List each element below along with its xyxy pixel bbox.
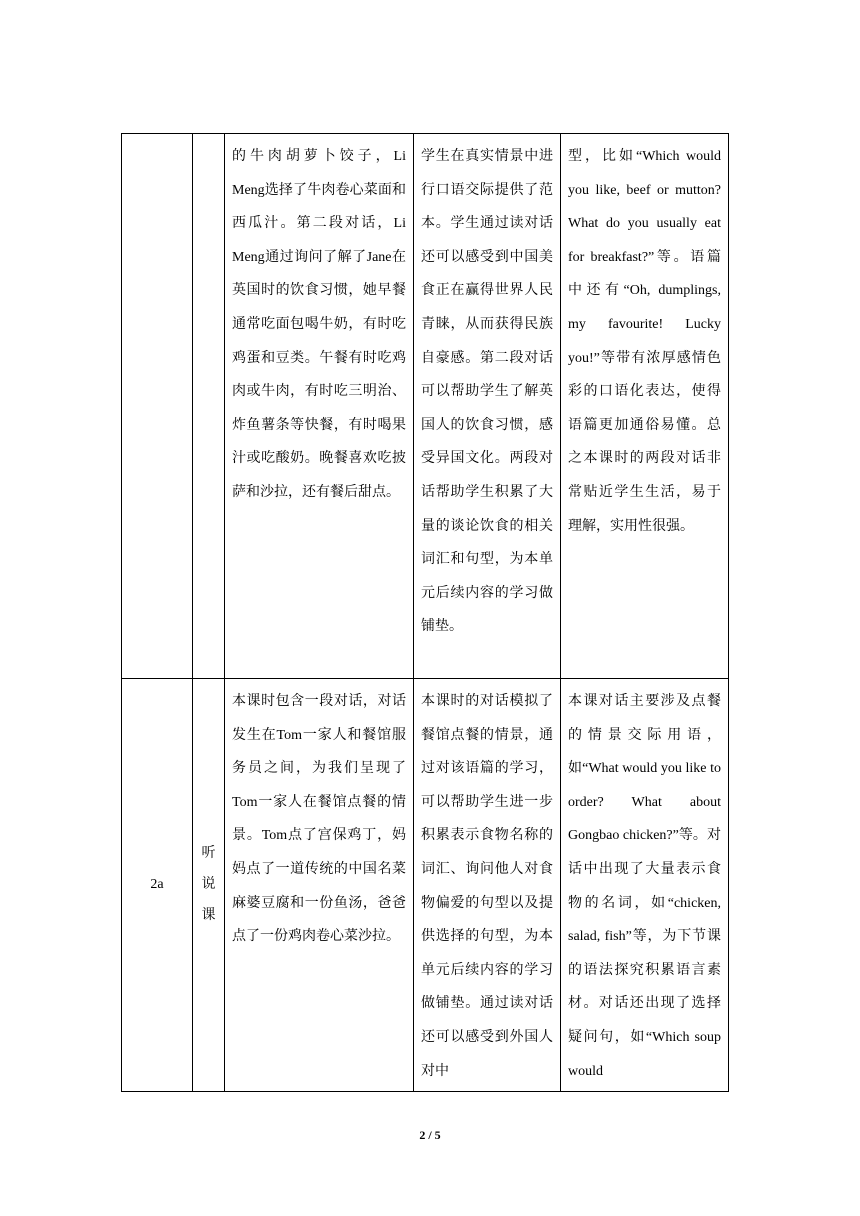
lesson-number-cell: 2a (122, 679, 193, 1092)
purpose-cell: 学生在真实情景中进行口语交际提供了范本。学生通过读对话还可以感受到中国美食正在赢得世界人民青睐，从而获得民族自豪感。第二段对话可以帮助学生了解英国人的饮食习惯，感受异国文化。两段对话帮助学生积累了大量的谈论饮食的相关词汇和句型，为本单元后续内容的学习做铺垫。 (414, 134, 561, 679)
table-row (122, 679, 729, 1092)
lesson-type-text: 听说课 (201, 845, 216, 923)
lesson-number-cell (122, 134, 193, 679)
lesson-analysis-table (121, 133, 729, 1092)
content-cell: 的牛肉胡萝卜饺子，Li Meng选择了牛肉卷心菜面和西瓜汁。第二段对话，Li Meng通过询问了解了Jane在英国时的饮食习惯，她早餐通常吃面包喝牛奶，有时吃鸡蛋和豆类。午餐有时吃鸡肉或牛肉，有时吃三明治、炸鱼薯条等快餐，有时喝果汁或吃酸奶。晚餐喜欢吃披萨和沙拉，还有餐后甜点。 (225, 134, 414, 679)
lesson-type-cell (193, 134, 225, 679)
language-cell: 型，比如“Which would you like, beef or mutton? What do you usually eat for breakfast?”等。语篇中还有“Oh, dumplings, my favourite! Lucky you!”等带有浓厚感情色彩的口语化表达，使得语篇更加通俗易懂。总之本课时的两段对话非常贴近学生生活，易于理解，实用性很强。 (561, 134, 729, 679)
page-number: 2 / 5 (419, 1128, 441, 1142)
purpose-cell: 本课时的对话模拟了餐馆点餐的情景，通过对该语篇的学习，可以帮助学生进一步积累表示食物名称的词汇、询问他人对食物偏爱的句型以及提供选择的句型，为本单元后续内容的学习做铺垫。通过读对话还可以感受到外国人对中 (414, 679, 561, 1092)
lesson-type-cell (193, 679, 225, 1092)
content-cell: 本课时包含一段对话，对话发生在Tom一家人和餐馆服务员之间，为我们呈现了Tom一家人在餐馆点餐的情景。Tom点了宫保鸡丁，妈妈点了一道传统的中国名菜麻婆豆腐和一份鱼汤，爸爸点了一份鸡肉卷心菜沙拉。 (225, 679, 414, 1092)
language-cell: 本课对话主要涉及点餐的情景交际用语，如“What would you like to order? What about Gongbao chicken?”等。对话中出现了大量表示食物的名词，如“chicken, salad, fish”等，为下节课的语法探究积累语言素材。对话还出现了选择疑问句，如“Which soup would (561, 679, 729, 1092)
table-row (122, 134, 729, 679)
